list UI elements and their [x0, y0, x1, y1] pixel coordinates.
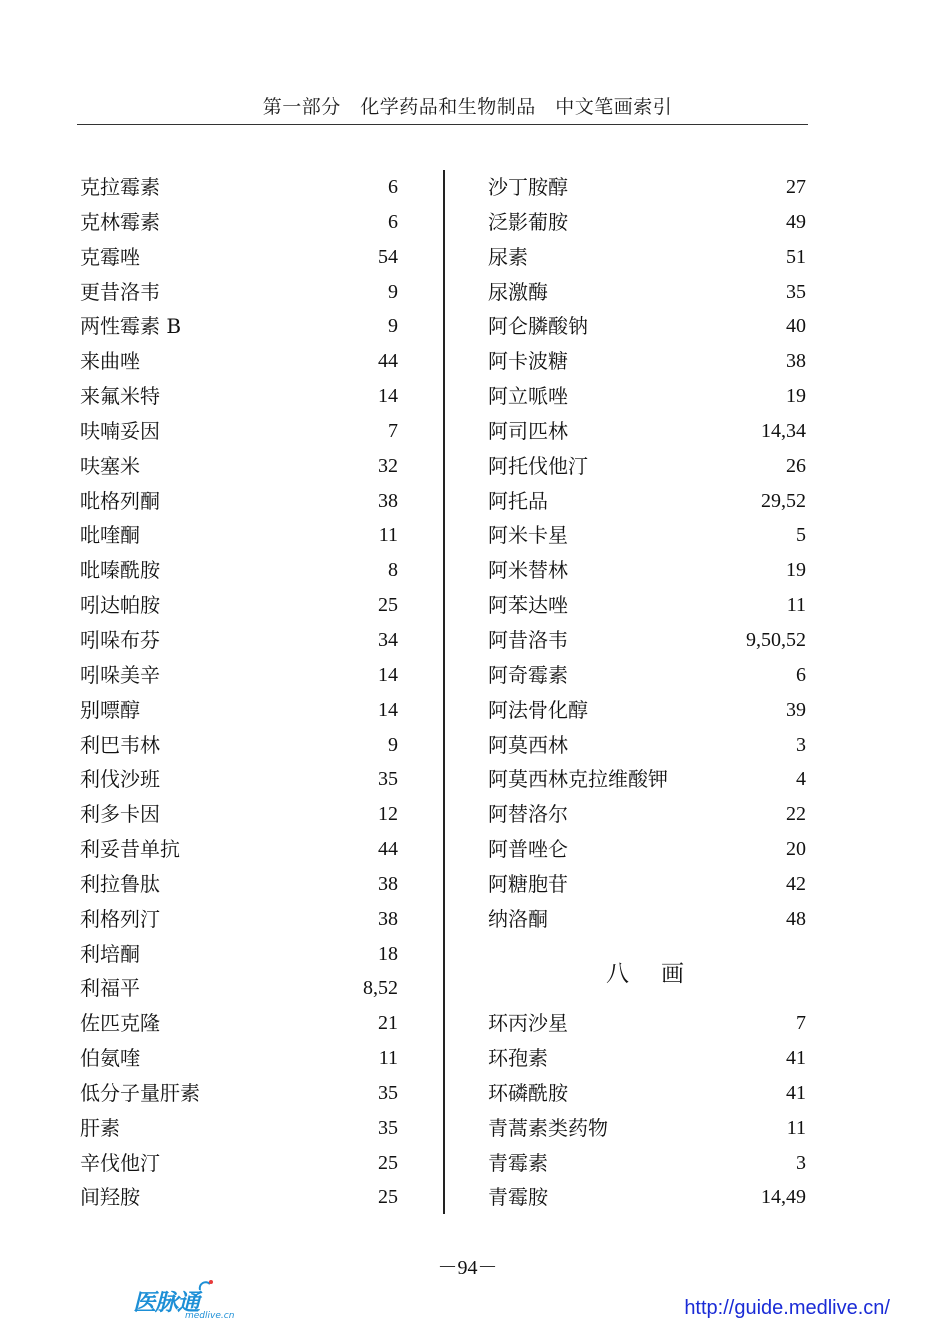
entry-name: 呋塞米	[80, 453, 140, 478]
entry-name: 低分子量肝素	[80, 1080, 200, 1105]
entry-page: 38	[786, 350, 806, 373]
entry-page: 41	[786, 1081, 806, 1104]
source-url-link[interactable]: http://guide.medlive.cn/	[684, 1297, 890, 1319]
index-entry	[488, 414, 806, 449]
index-entry	[80, 1041, 398, 1076]
index-entry	[80, 728, 398, 763]
entry-page: 38	[378, 489, 398, 512]
entry-name: 阿糖胞苷	[488, 871, 568, 896]
right-column	[488, 170, 806, 1215]
entry-page: 11	[378, 524, 398, 547]
index-entry	[80, 344, 398, 379]
entry-name: 两性霉素 B	[80, 314, 182, 339]
entry-name: 阿法骨化醇	[488, 697, 588, 722]
index-entry	[80, 832, 398, 867]
entry-page: 54	[378, 245, 398, 268]
index-entry	[488, 832, 806, 867]
entry-page: 38	[378, 872, 398, 895]
entry-name: 青蒿素类药物	[488, 1115, 608, 1140]
entry-page: 35	[378, 1116, 398, 1139]
entry-name: 沙丁胺醇	[488, 175, 568, 199]
entry-page: 14	[378, 663, 398, 686]
entry-page: 14	[378, 698, 398, 721]
entry-name: 利伐沙班	[80, 767, 160, 792]
entry-page: 3	[796, 733, 806, 756]
entry-page: 8	[388, 559, 398, 582]
entry-name: 阿苯达唑	[488, 593, 568, 618]
entry-name: 更昔洛韦	[80, 279, 160, 304]
index-entry	[80, 518, 398, 553]
index-entry	[80, 867, 398, 902]
entry-page: 20	[786, 838, 806, 861]
entry-page: 11	[786, 594, 806, 617]
entry-page: 25	[378, 594, 398, 617]
index-entry	[80, 379, 398, 414]
index-entry	[80, 1146, 398, 1181]
index-entry	[80, 414, 398, 449]
entry-name: 阿仑膦酸钠	[488, 314, 588, 339]
entry-page: 26	[786, 454, 806, 477]
column-divider	[443, 170, 445, 1214]
index-entry	[488, 449, 806, 484]
index-entry	[80, 553, 398, 588]
index-entry	[488, 1180, 806, 1215]
entry-page: 9	[388, 733, 398, 756]
index-entry	[488, 693, 806, 728]
entry-page: 7	[796, 1012, 806, 1035]
entry-page: 27	[786, 176, 806, 198]
entry-page: 35	[378, 768, 398, 791]
entry-page: 35	[786, 280, 806, 303]
entry-name: 佐匹克隆	[80, 1011, 160, 1036]
index-entry	[488, 1041, 806, 1076]
index-entry	[80, 205, 398, 240]
entry-name: 利巴韦林	[80, 732, 160, 757]
index-entry	[488, 1006, 806, 1041]
index-entry	[488, 588, 806, 623]
index-entry	[488, 344, 806, 379]
entry-name: 别嘌醇	[80, 697, 140, 722]
entry-name: 环丙沙星	[488, 1011, 568, 1036]
entry-name: 阿卡波糖	[488, 349, 568, 374]
entry-name: 阿普唑仑	[488, 837, 568, 862]
entry-name: 吲达帕胺	[80, 593, 160, 618]
entry-name: 伯氨喹	[80, 1046, 140, 1071]
entry-name: 利培酮	[80, 941, 140, 966]
index-entry	[488, 240, 806, 275]
index-entry	[488, 797, 806, 832]
entry-name: 呋喃妥因	[80, 418, 160, 443]
entry-name: 阿司匹林	[488, 418, 568, 443]
entry-name: 阿替洛尔	[488, 802, 568, 827]
entry-name: 尿激酶	[488, 279, 548, 304]
entry-page: 35	[378, 1081, 398, 1104]
entry-page: 32	[378, 454, 398, 477]
entry-name: 尿素	[488, 244, 528, 269]
index-entry	[80, 1006, 398, 1041]
index-entry	[488, 379, 806, 414]
entry-page: 41	[786, 1047, 806, 1070]
index-entry	[80, 449, 398, 484]
entry-name: 阿昔洛韦	[488, 627, 568, 652]
entry-page: 44	[378, 838, 398, 861]
entry-name: 阿莫西林	[488, 732, 568, 757]
entry-page: 22	[786, 803, 806, 826]
entry-name: 利福平	[80, 976, 140, 1001]
entry-name: 利拉鲁肽	[80, 871, 160, 896]
entry-page: 29,52	[761, 489, 806, 512]
entry-name: 吡嗪酰胺	[80, 558, 160, 583]
entry-page: 9,50,52	[746, 628, 806, 651]
entry-page: 34	[378, 628, 398, 651]
entry-name: 来氟米特	[80, 384, 160, 409]
index-entry	[488, 1076, 806, 1111]
index-entry	[488, 1111, 806, 1146]
entry-name: 阿托伐他汀	[488, 453, 588, 478]
entry-name: 吲哚美辛	[80, 662, 160, 687]
entry-page: 25	[378, 1186, 398, 1209]
entry-page: 9	[388, 280, 398, 303]
index-entry	[80, 484, 398, 519]
index-entry	[488, 518, 806, 553]
entry-page: 3	[796, 1151, 806, 1174]
index-entry	[80, 623, 398, 658]
entry-page: 25	[378, 1151, 398, 1174]
index-entry	[80, 797, 398, 832]
page-header: 第一部分 化学药品和生物制品 中文笔画索引	[262, 96, 673, 118]
index-entry	[488, 728, 806, 763]
entry-name: 克拉霉素	[80, 175, 160, 199]
index-entry	[488, 553, 806, 588]
entry-name: 利多卡因	[80, 802, 160, 827]
entry-page: 6	[388, 210, 398, 233]
index-entry	[80, 275, 398, 310]
entry-page: 8,52	[363, 977, 398, 1000]
index-entry	[488, 623, 806, 658]
entry-name: 肝素	[80, 1115, 120, 1140]
entry-page: 14,34	[761, 419, 806, 442]
entry-name: 利妥昔单抗	[80, 837, 180, 862]
entry-page: 9	[388, 315, 398, 338]
entry-page: 38	[378, 907, 398, 930]
entry-name: 吡格列酮	[80, 488, 160, 513]
entry-name: 利格列汀	[80, 906, 160, 931]
entry-page: 19	[786, 559, 806, 582]
entry-page: 5	[796, 524, 806, 547]
entry-page: 11	[378, 1047, 398, 1070]
index-entry	[80, 1111, 398, 1146]
entry-page: 12	[378, 803, 398, 826]
index-entry	[80, 937, 398, 972]
entry-page: 49	[786, 210, 806, 233]
entry-name: 克林霉素	[80, 209, 160, 234]
index-entry	[488, 275, 806, 310]
index-entry	[80, 658, 398, 693]
entry-page: 6	[388, 176, 398, 198]
entry-page: 7	[388, 419, 398, 442]
page-number: －94－	[437, 1257, 498, 1279]
entry-name: 辛伐他汀	[80, 1150, 160, 1175]
index-entry	[488, 205, 806, 240]
entry-page: 4	[796, 768, 806, 791]
index-entry	[80, 588, 398, 623]
entry-page: 51	[786, 245, 806, 268]
entry-name: 克霉唑	[80, 244, 140, 269]
index-entry	[488, 867, 806, 902]
entry-name: 泛影葡胺	[488, 209, 568, 234]
entry-page: 14	[378, 385, 398, 408]
index-entry	[80, 971, 398, 1006]
entry-page: 21	[378, 1012, 398, 1035]
entry-name: 纳洛酮	[488, 906, 548, 931]
index-entry	[80, 1076, 398, 1111]
section-title: 八画	[606, 960, 716, 987]
entry-name: 青霉素	[488, 1150, 548, 1175]
index-entry	[488, 658, 806, 693]
entry-page: 39	[786, 698, 806, 721]
entry-name: 阿莫西林克拉维酸钾	[488, 767, 668, 792]
index-entry	[488, 762, 806, 797]
index-entry	[80, 902, 398, 937]
entry-name: 阿米替林	[488, 558, 568, 583]
index-entry	[488, 309, 806, 344]
entry-page: 11	[786, 1116, 806, 1139]
entry-page: 42	[786, 872, 806, 895]
left-column	[80, 170, 398, 1215]
index-entry	[80, 240, 398, 275]
index-entry	[488, 1146, 806, 1181]
logo-subtext: medlive.cn	[185, 1311, 235, 1321]
index-entry	[488, 902, 806, 937]
entry-name: 吲哚布芬	[80, 627, 160, 652]
index-entry	[80, 693, 398, 728]
entry-name: 阿奇霉素	[488, 662, 568, 687]
entry-page: 44	[378, 350, 398, 373]
index-entry	[488, 170, 806, 205]
index-entry	[80, 170, 398, 205]
medlive-logo[interactable]	[133, 1282, 243, 1322]
entry-name: 青霉胺	[488, 1185, 548, 1210]
entry-page: 18	[378, 942, 398, 965]
entry-page: 40	[786, 315, 806, 338]
entry-page: 19	[786, 385, 806, 408]
entry-page: 48	[786, 907, 806, 930]
entry-page: 14,49	[761, 1186, 806, 1209]
entry-name: 间羟胺	[80, 1185, 140, 1210]
entry-name: 阿托品	[488, 488, 548, 513]
index-entry	[80, 309, 398, 344]
logo-text: 医脉通	[133, 1290, 199, 1316]
header-rule	[77, 124, 808, 125]
index-entry	[488, 484, 806, 519]
entry-page: 6	[796, 663, 806, 686]
logo-signal-icon	[197, 1278, 215, 1292]
index-entry	[80, 762, 398, 797]
entry-name: 来曲唑	[80, 349, 140, 374]
index-entry	[80, 1180, 398, 1215]
entry-name: 环孢素	[488, 1046, 548, 1071]
entry-name: 阿立哌唑	[488, 384, 568, 409]
entry-name: 环磷酰胺	[488, 1080, 568, 1105]
entry-name: 阿米卡星	[488, 523, 568, 548]
entry-name: 吡喹酮	[80, 523, 140, 548]
